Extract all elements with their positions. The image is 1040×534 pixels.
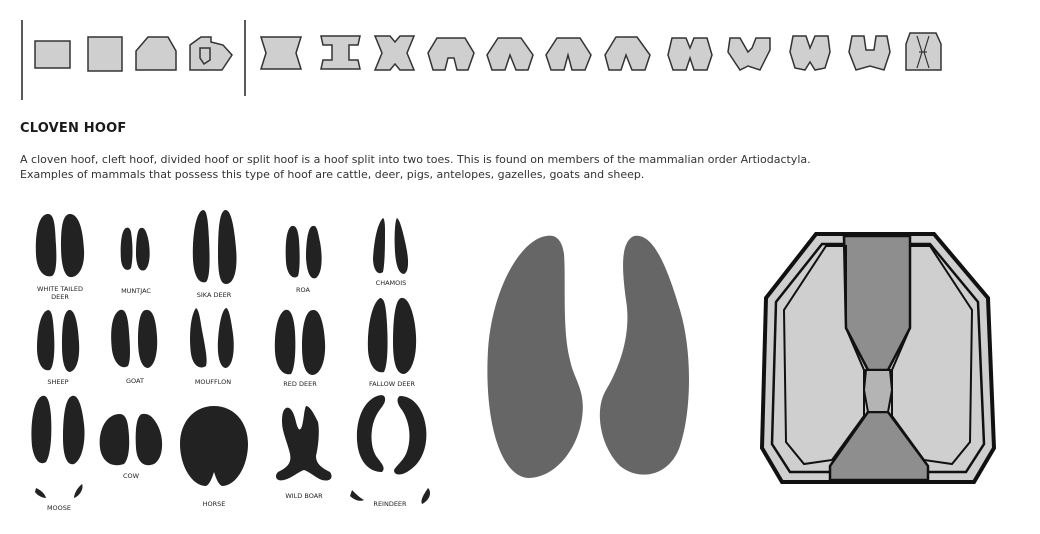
print-sika-deer (193, 210, 237, 284)
hoof-geometric-model (750, 220, 1020, 500)
shape-icon-12 (668, 38, 712, 70)
label-chamois: CHAMOIS (375, 279, 407, 287)
print-cow (100, 414, 162, 465)
print-goat (111, 310, 157, 368)
print-reindeer (350, 395, 430, 504)
print-white-tailed-deer (36, 214, 84, 277)
label-sika-deer: SIKA DEER (196, 291, 232, 299)
shape-icon-8 (428, 38, 474, 70)
hoof-print-grid (0, 200, 460, 534)
description-line-1: A cloven hoof, cleft hoof, divided hoof or split hoof is a hoof split into two toes. This is found on members of the mammalian order Artiodactyla. (20, 153, 811, 166)
large-hoof-print (470, 220, 720, 490)
print-red-deer (275, 310, 325, 375)
description-text (20, 152, 1020, 182)
shape-icon-2 (88, 37, 122, 71)
label-white-tailed-deer: WHITE TAILED (37, 285, 83, 293)
shape-icon-10 (546, 38, 591, 70)
left-toe (487, 236, 582, 478)
label-fallow-deer: FALLOW DEER (369, 380, 415, 388)
shape-icon-7 (375, 36, 414, 70)
shape-icon-6 (321, 36, 360, 69)
print-roa (286, 226, 322, 278)
shape-icon-3 (136, 37, 176, 70)
label-horse: HORSE (202, 500, 226, 508)
model-joint (864, 370, 892, 412)
print-fallow-deer (368, 298, 416, 374)
shape-icon-14 (790, 36, 830, 70)
label-red-deer: RED DEER (283, 380, 317, 388)
label-roa: ROA (296, 286, 310, 294)
print-moufflon (190, 308, 234, 368)
label-moose: MOOSE (46, 504, 72, 512)
label-goat: GOAT (126, 377, 144, 385)
shape-icon-11 (605, 37, 650, 70)
print-moose (31, 396, 84, 498)
shape-icon-1 (35, 41, 70, 68)
label-sheep: SHEEP (47, 378, 69, 386)
label-wild-boar: WILD BOAR (285, 492, 323, 500)
label-muntjac: MUNTJAC (121, 287, 151, 295)
print-sheep (37, 310, 79, 372)
page-heading: CLOVEN HOOF (20, 121, 127, 136)
shape-icon-13 (728, 38, 770, 70)
label-reindeer: REINDEER (373, 500, 407, 508)
shape-icon-5 (261, 37, 301, 69)
shape-icon-15 (849, 36, 890, 70)
print-muntjac (121, 228, 150, 271)
print-chamois (373, 218, 408, 274)
label-white-tailed-deer-2: DEER (51, 293, 69, 301)
shape-icon-4 (190, 37, 232, 70)
print-wild-boar (276, 406, 332, 481)
label-cow: COW (122, 472, 140, 480)
print-horse (180, 406, 248, 486)
shape-icon-9 (487, 38, 533, 70)
label-moufflon: MOUFFLON (194, 378, 232, 386)
shape-evolution-strip (0, 0, 1040, 110)
right-toe (600, 236, 689, 475)
description-line-2: Examples of mammals that possess this type of hoof are cattle, deer, pigs, antelopes, gazelles, goats and sheep. (20, 168, 645, 181)
